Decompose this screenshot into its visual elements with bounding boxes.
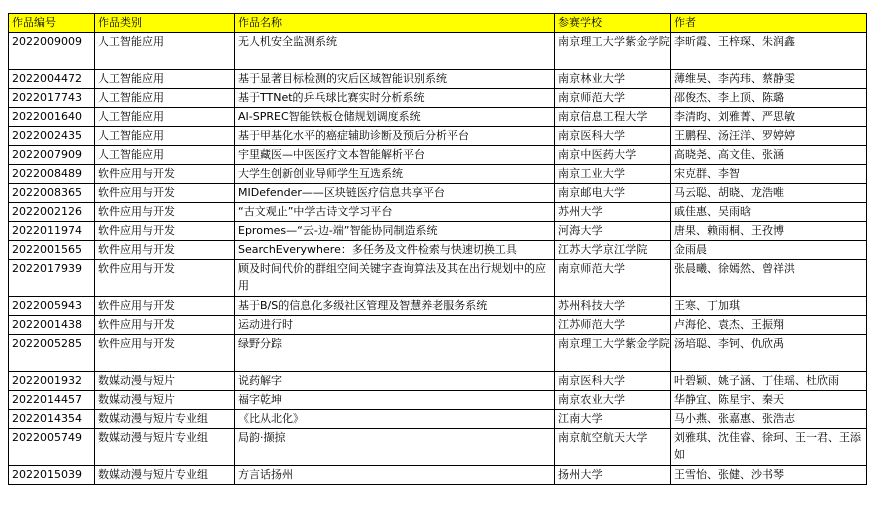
cell-school: 河海大学 bbox=[555, 222, 671, 241]
table-row bbox=[9, 466, 867, 485]
header-school: 参赛学校 bbox=[555, 14, 671, 33]
cell-school: 江苏大学京江学院 bbox=[555, 241, 671, 260]
cell-work-id: 2022007909 bbox=[9, 146, 95, 165]
cell-work-name: 《比从北化》 bbox=[235, 410, 555, 429]
cell-work-name: 基于TTNet的乒乓球比赛实时分析系统 bbox=[235, 89, 555, 108]
table-body bbox=[9, 33, 867, 485]
awards-table bbox=[8, 13, 867, 485]
cell-authors: 唐果、赖雨桐、王孜博 bbox=[671, 222, 867, 241]
cell-category: 人工智能应用 bbox=[95, 146, 235, 165]
cell-category: 数媒动漫与短片 bbox=[95, 391, 235, 410]
cell-authors: 刘雅琪、沈佳睿、徐珂、王一君、王添如 bbox=[671, 429, 867, 466]
table-row bbox=[9, 165, 867, 184]
awards-table-container bbox=[8, 13, 866, 485]
table-row bbox=[9, 372, 867, 391]
cell-work-name: 福字乾坤 bbox=[235, 391, 555, 410]
table-row bbox=[9, 203, 867, 222]
cell-school: 南京医科大学 bbox=[555, 372, 671, 391]
table-header bbox=[9, 14, 867, 33]
cell-work-id: 2022001565 bbox=[9, 241, 95, 260]
cell-work-name: SearchEverywhere：多任务及文件检索与快速切换工具 bbox=[235, 241, 555, 260]
cell-work-id: 2022015039 bbox=[9, 466, 95, 485]
cell-authors: 薄维昊、李芮玮、蔡静雯 bbox=[671, 70, 867, 89]
cell-category: 人工智能应用 bbox=[95, 70, 235, 89]
table-row bbox=[9, 222, 867, 241]
table-row bbox=[9, 335, 867, 372]
cell-work-id: 2022008489 bbox=[9, 165, 95, 184]
cell-school: 南京师范大学 bbox=[555, 260, 671, 297]
cell-school: 南京师范大学 bbox=[555, 89, 671, 108]
cell-school: 扬州大学 bbox=[555, 466, 671, 485]
cell-school: 南京理工大学紫金学院 bbox=[555, 335, 671, 372]
cell-work-name: MIDefender——区块链医疗信息共享平台 bbox=[235, 184, 555, 203]
cell-category: 软件应用与开发 bbox=[95, 222, 235, 241]
cell-category: 人工智能应用 bbox=[95, 108, 235, 127]
table-row bbox=[9, 316, 867, 335]
cell-work-name: AI-SPREC智能铁板仓储规划调度系统 bbox=[235, 108, 555, 127]
table-row bbox=[9, 241, 867, 260]
table-row bbox=[9, 108, 867, 127]
cell-category: 软件应用与开发 bbox=[95, 203, 235, 222]
cell-authors: 马小燕、张嘉惠、张浩志 bbox=[671, 410, 867, 429]
cell-authors: 马云聪、胡晓、龙浩唯 bbox=[671, 184, 867, 203]
table-row bbox=[9, 410, 867, 429]
header-authors: 作者 bbox=[671, 14, 867, 33]
table-row bbox=[9, 146, 867, 165]
cell-authors: 王雪怡、张健、沙书琴 bbox=[671, 466, 867, 485]
cell-category: 软件应用与开发 bbox=[95, 260, 235, 297]
header-category: 作品类别 bbox=[95, 14, 235, 33]
cell-school: 南京邮电大学 bbox=[555, 184, 671, 203]
cell-category: 软件应用与开发 bbox=[95, 184, 235, 203]
cell-work-name: 基于B/S的信息化多级社区管理及智慧养老服务系统 bbox=[235, 297, 555, 316]
table-row bbox=[9, 184, 867, 203]
cell-school: 南京理工大学紫金学院 bbox=[555, 33, 671, 70]
cell-category: 数媒动漫与短片 bbox=[95, 372, 235, 391]
table-row bbox=[9, 127, 867, 146]
header-row bbox=[9, 14, 867, 33]
cell-work-id: 2022002435 bbox=[9, 127, 95, 146]
cell-work-id: 2022002126 bbox=[9, 203, 95, 222]
cell-work-name: 顾及时间代价的群组空间关键字查询算法及其在出行规划中的应用 bbox=[235, 260, 555, 297]
cell-authors: 宋克群、李智 bbox=[671, 165, 867, 184]
cell-work-name: 无人机安全监测系统 bbox=[235, 33, 555, 70]
cell-work-id: 2022017939 bbox=[9, 260, 95, 297]
cell-work-id: 2022009009 bbox=[9, 33, 95, 70]
table-row bbox=[9, 429, 867, 466]
header-work-name: 作品名称 bbox=[235, 14, 555, 33]
cell-authors: 李昕霞、王梓琛、朱润鑫 bbox=[671, 33, 867, 70]
table-row bbox=[9, 297, 867, 316]
cell-category: 数媒动漫与短片专业组 bbox=[95, 410, 235, 429]
cell-school: 江南大学 bbox=[555, 410, 671, 429]
table-row bbox=[9, 33, 867, 70]
cell-work-name: Epromes—“云-边-端”智能协同制造系统 bbox=[235, 222, 555, 241]
table-row bbox=[9, 89, 867, 108]
cell-work-id: 2022001438 bbox=[9, 316, 95, 335]
cell-category: 软件应用与开发 bbox=[95, 165, 235, 184]
cell-work-id: 2022014354 bbox=[9, 410, 95, 429]
header-work-id: 作品编号 bbox=[9, 14, 95, 33]
cell-work-id: 2022005943 bbox=[9, 297, 95, 316]
cell-authors: 王鹏程、汤汪洋、罗婷婷 bbox=[671, 127, 867, 146]
cell-authors: 卢海伦、袁杰、王振翔 bbox=[671, 316, 867, 335]
table-row bbox=[9, 70, 867, 89]
cell-school: 南京信息工程大学 bbox=[555, 108, 671, 127]
cell-school: 江苏师范大学 bbox=[555, 316, 671, 335]
cell-authors: 李清昀、刘雅菁、严思敏 bbox=[671, 108, 867, 127]
cell-authors: 张晨曦、徐嫣然、曾祥洪 bbox=[671, 260, 867, 297]
cell-authors: 高晓尧、高文佳、张涵 bbox=[671, 146, 867, 165]
cell-school: 南京航空航天大学 bbox=[555, 429, 671, 466]
cell-work-name: 宇里藏医—中医医疗文本智能解析平台 bbox=[235, 146, 555, 165]
cell-work-id: 2022004472 bbox=[9, 70, 95, 89]
cell-work-id: 2022005285 bbox=[9, 335, 95, 372]
cell-authors: 叶碧颖、姚子涵、丁佳瑶、杜欣雨 bbox=[671, 372, 867, 391]
cell-authors: 戚佳惠、吴雨晗 bbox=[671, 203, 867, 222]
cell-work-name: 说药解字 bbox=[235, 372, 555, 391]
cell-category: 人工智能应用 bbox=[95, 127, 235, 146]
cell-work-id: 2022017743 bbox=[9, 89, 95, 108]
cell-category: 人工智能应用 bbox=[95, 89, 235, 108]
cell-category: 数媒动漫与短片专业组 bbox=[95, 429, 235, 466]
cell-work-id: 2022011974 bbox=[9, 222, 95, 241]
cell-work-name: 基于甲基化水平的癌症辅助诊断及预后分析平台 bbox=[235, 127, 555, 146]
cell-category: 人工智能应用 bbox=[95, 33, 235, 70]
cell-work-name: 局韵·撷掠 bbox=[235, 429, 555, 466]
cell-school: 苏州大学 bbox=[555, 203, 671, 222]
cell-school: 南京工业大学 bbox=[555, 165, 671, 184]
table-row bbox=[9, 391, 867, 410]
table-row bbox=[9, 260, 867, 297]
cell-work-name: 大学生创新创业导师学生互选系统 bbox=[235, 165, 555, 184]
cell-category: 数媒动漫与短片专业组 bbox=[95, 466, 235, 485]
cell-school: 南京医科大学 bbox=[555, 127, 671, 146]
cell-work-id: 2022001640 bbox=[9, 108, 95, 127]
cell-work-name: 运动进行时 bbox=[235, 316, 555, 335]
cell-category: 软件应用与开发 bbox=[95, 241, 235, 260]
cell-authors: 华静宜、陈星宇、秦天 bbox=[671, 391, 867, 410]
cell-authors: 汤培聪、李钶、仇欣禹 bbox=[671, 335, 867, 372]
cell-school: 苏州科技大学 bbox=[555, 297, 671, 316]
cell-school: 南京中医药大学 bbox=[555, 146, 671, 165]
cell-school: 南京农业大学 bbox=[555, 391, 671, 410]
cell-authors: 邵俊杰、李上顶、陈璐 bbox=[671, 89, 867, 108]
cell-school: 南京林业大学 bbox=[555, 70, 671, 89]
cell-work-id: 2022008365 bbox=[9, 184, 95, 203]
cell-work-name: “古文观止”中学古诗文学习平台 bbox=[235, 203, 555, 222]
cell-authors: 金雨晨 bbox=[671, 241, 867, 260]
cell-category: 软件应用与开发 bbox=[95, 316, 235, 335]
cell-work-name: 绿野分踪 bbox=[235, 335, 555, 372]
cell-work-name: 基于显著目标检测的灾后区域智能识别系统 bbox=[235, 70, 555, 89]
cell-authors: 王寒、丁加琪 bbox=[671, 297, 867, 316]
cell-work-id: 2022001932 bbox=[9, 372, 95, 391]
cell-category: 软件应用与开发 bbox=[95, 335, 235, 372]
cell-work-id: 2022005749 bbox=[9, 429, 95, 466]
cell-work-id: 2022014457 bbox=[9, 391, 95, 410]
cell-work-name: 方言话扬州 bbox=[235, 466, 555, 485]
cell-category: 软件应用与开发 bbox=[95, 297, 235, 316]
